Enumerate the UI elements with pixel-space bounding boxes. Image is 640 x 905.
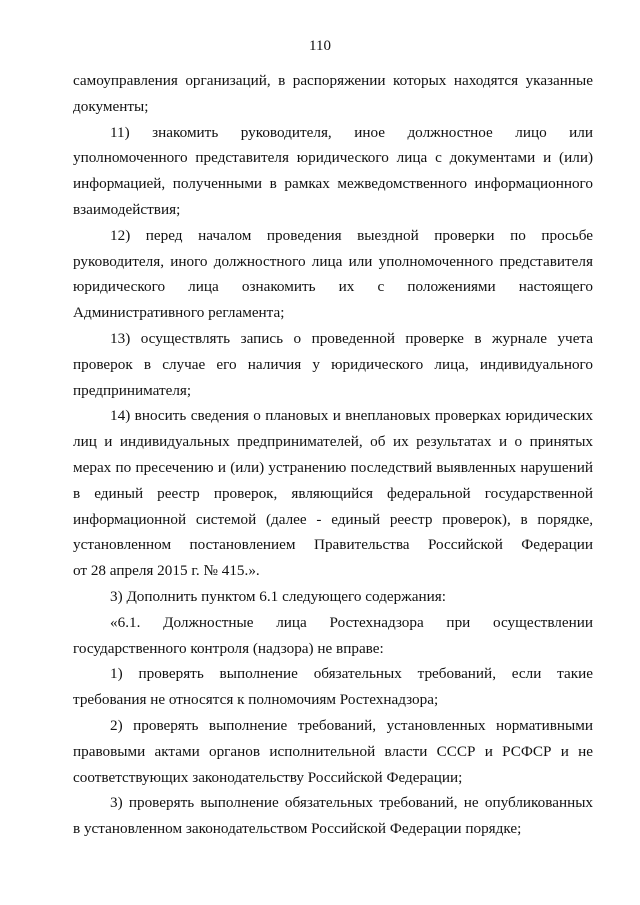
text-line: самоуправления организаций, в распоряжении которых находятся указанные [73, 72, 593, 89]
paragraph-subitem-3 [73, 790, 593, 842]
text-line: информацией, полученными в рамках межведомственного информационного [73, 175, 593, 193]
text-line: документы; [73, 97, 149, 115]
text-line: в единый реестр проверок, являющийся федеральной государственной [73, 484, 593, 502]
text-line: мерах по пресечению и (или) устранению последствий выявленных нарушений [73, 458, 593, 476]
paragraph-subitem-2 [73, 713, 593, 790]
text-line: 3) проверять выполнение обязательных требований, не опубликованных [110, 794, 593, 812]
paragraph-continuation [73, 68, 593, 120]
text-line: 3) Дополнить пунктом 6.1 следующего содержания: [110, 587, 446, 605]
text-line: взаимодействия; [73, 200, 181, 218]
text-line: Административного регламента; [73, 304, 285, 322]
text-line: проверок в случае его наличия у юридического лица, индивидуального [73, 355, 593, 373]
text-line: лиц и индивидуальных предпринимателей, об их результатах и о принятых [73, 433, 593, 451]
page-number: 110 [309, 38, 331, 54]
text-line: 1) проверять выполнение обязательных требований, если такие [110, 665, 593, 683]
text-line: 2) проверять выполнение требований, установленных нормативными [110, 716, 593, 734]
document-body [73, 68, 593, 842]
paragraph-subitem-1 [73, 661, 593, 713]
text-line: правовыми актами органов исполнительной власти СССР и РСФСР и не [73, 742, 593, 760]
text-line: информационной системой (далее - единый реестр проверок), в порядке, [73, 510, 593, 528]
text-line: требования не относятся к полномочиям Ростехнадзора; [73, 691, 439, 709]
text-line: государственного контроля (надзора) не вправе: [73, 639, 384, 657]
text-line: предпринимателя; [73, 381, 192, 399]
paragraph-section-3 [73, 584, 593, 610]
paragraph-item-12 [73, 223, 593, 326]
paragraph-item-11 [73, 120, 593, 223]
text-line: 14) вносить сведения о плановых и внеплановых проверках юридических [110, 407, 593, 425]
paragraph-point-6-1 [73, 610, 593, 662]
paragraph-item-13 [73, 326, 593, 403]
paragraph-item-14 [73, 403, 593, 584]
text-line: в установленном законодательством Российской Федерации порядке; [73, 820, 522, 838]
text-line: «6.1. Должностные лица Ростехнадзора при осуществлении [110, 613, 593, 631]
text-line: 12) перед началом проведения выездной проверки по просьбе [110, 226, 593, 244]
text-line: 11) знакомить руководителя, иное должностное лицо или [110, 123, 593, 141]
text-line: от 28 апреля 2015 г. № 415.». [73, 562, 260, 580]
text-line: руководителя, иного должностного лица или уполномоченного представителя [73, 252, 593, 270]
text-line: уполномоченного представителя юридического лица с документами и (или) [73, 149, 593, 167]
text-line: установленном постановлением Правительства Российской Федерации [73, 536, 593, 554]
text-line: 13) осуществлять запись о проведенной проверке в журнале учета [110, 329, 593, 347]
text-line: юридического лица ознакомить их с положениями настоящего [73, 278, 593, 296]
text-line: соответствующих законодательству Российской Федерации; [73, 768, 463, 786]
